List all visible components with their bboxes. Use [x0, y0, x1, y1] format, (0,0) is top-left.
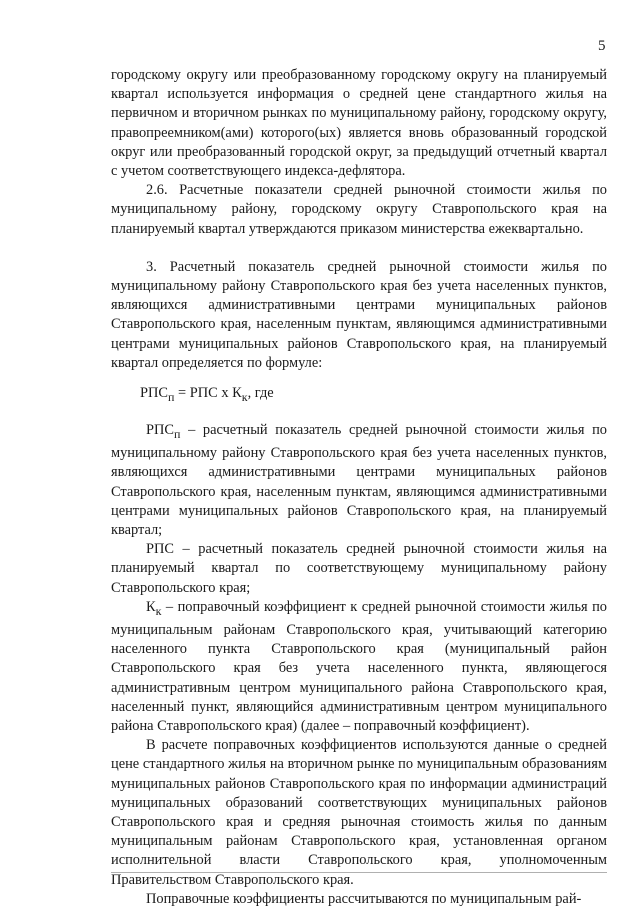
section-gap	[111, 239, 607, 258]
definition-rps-p-symbol: РПС	[146, 422, 174, 439]
formula-rps-subscript: п	[168, 389, 175, 404]
definition-rps: РПС – расчетный показатель средней рыночной стоимости жилья на планируемый квартал по соответствующему муниципальному району Ставропольского края;	[111, 541, 607, 596]
bottom-edge-line	[111, 872, 607, 873]
definition-rps-p-subscript: п	[174, 427, 181, 441]
definition-rps-p	[111, 421, 607, 540]
definition-k-subscript: к	[155, 603, 162, 618]
definition-k-text: – поправочный коэффициент к средней рыночной стоимости жилья по муниципальным районам Ставропольского края, учитывающий категорию населенного пункта Ставропольского края (муниципальный район Ставропольского края без учета населенного пункта, являющегося административным центром муниципального района Ставропольского края, населенный пункт, являющийся административным центром муниципального района Ставропольского края) (далее – поправочный коэффициент).	[111, 598, 607, 734]
definition-k-symbol: К	[146, 598, 156, 615]
formula-k-subscript: к	[241, 389, 248, 404]
formula-rps	[140, 384, 607, 407]
formula-tail: , где	[247, 385, 274, 402]
formula-k-symbol: К	[232, 385, 242, 402]
paragraph-2-6: 2.6. Расчетные показатели средней рыночной стоимости жилья по муниципальному району, городскому округу Ставропольского края на планируемый квартал утверждаются приказом министерства ежеквартально.	[111, 182, 607, 237]
page-number: 5	[598, 38, 606, 54]
paragraph-section-3: 3. Расчетный показатель средней рыночной стоимости жилья по муниципальному району Ставропольского края без учета населенных пунктов, являющихся административными центрами муниципальных районов Ставропольского края, населенным пунктам, являющимся административными центрами муниципальных районов Ставропольского края, на планируемый квартал определяется по формуле:	[111, 258, 607, 371]
definition-rps-p-text: – расчетный показатель средней рыночной стоимости жилья по муниципальному району Ставропольского края без учета населенных пунктов, являющихся административными центрами муниципальных районов Ставропольского края, населенным пунктам, являющимся административными центрами муниципальных районов Ставропольского края, на планируемый квартал;	[111, 422, 607, 539]
paragraph-coefficient-data: В расчете поправочных коэффициентов используются данные о средней цене стандартного жилья на вторичном рынке по муниципальным образованиям муниципальных районов Ставропольского края по информации администраций муниципальных образований соответствующих муниципальных районов Ставропольского края и средняя рыночная стоимость жилья по данным муниципальным районам Ставропольского края, установленная органом исполнительной власти Ставропольского края, уполномоченным Правительством Ставропольского края.	[111, 737, 607, 888]
paragraph-coefficient-calculation: Поправочные коэффициенты рассчитываются по муниципальным рай-	[146, 890, 582, 907]
formula-rps-symbol: РПС	[140, 385, 168, 402]
paragraph-continuation: городскому округу или преобразованному городскому округу на планируемый квартал используется информация о средней цене стандартного жилья на первичном и вторичном рынках по муниципальному району, городскому округу, правопреемником(ами) которого(ых) является вновь образованный городской округ или преобразованный городской округ, за предыдущий отчетный квартал с учетом соответствующего индекса-дефлятора.	[111, 67, 607, 180]
formula-equals-rhs: = РПС х	[174, 385, 233, 402]
definition-k	[111, 598, 607, 736]
document-body	[111, 66, 607, 909]
